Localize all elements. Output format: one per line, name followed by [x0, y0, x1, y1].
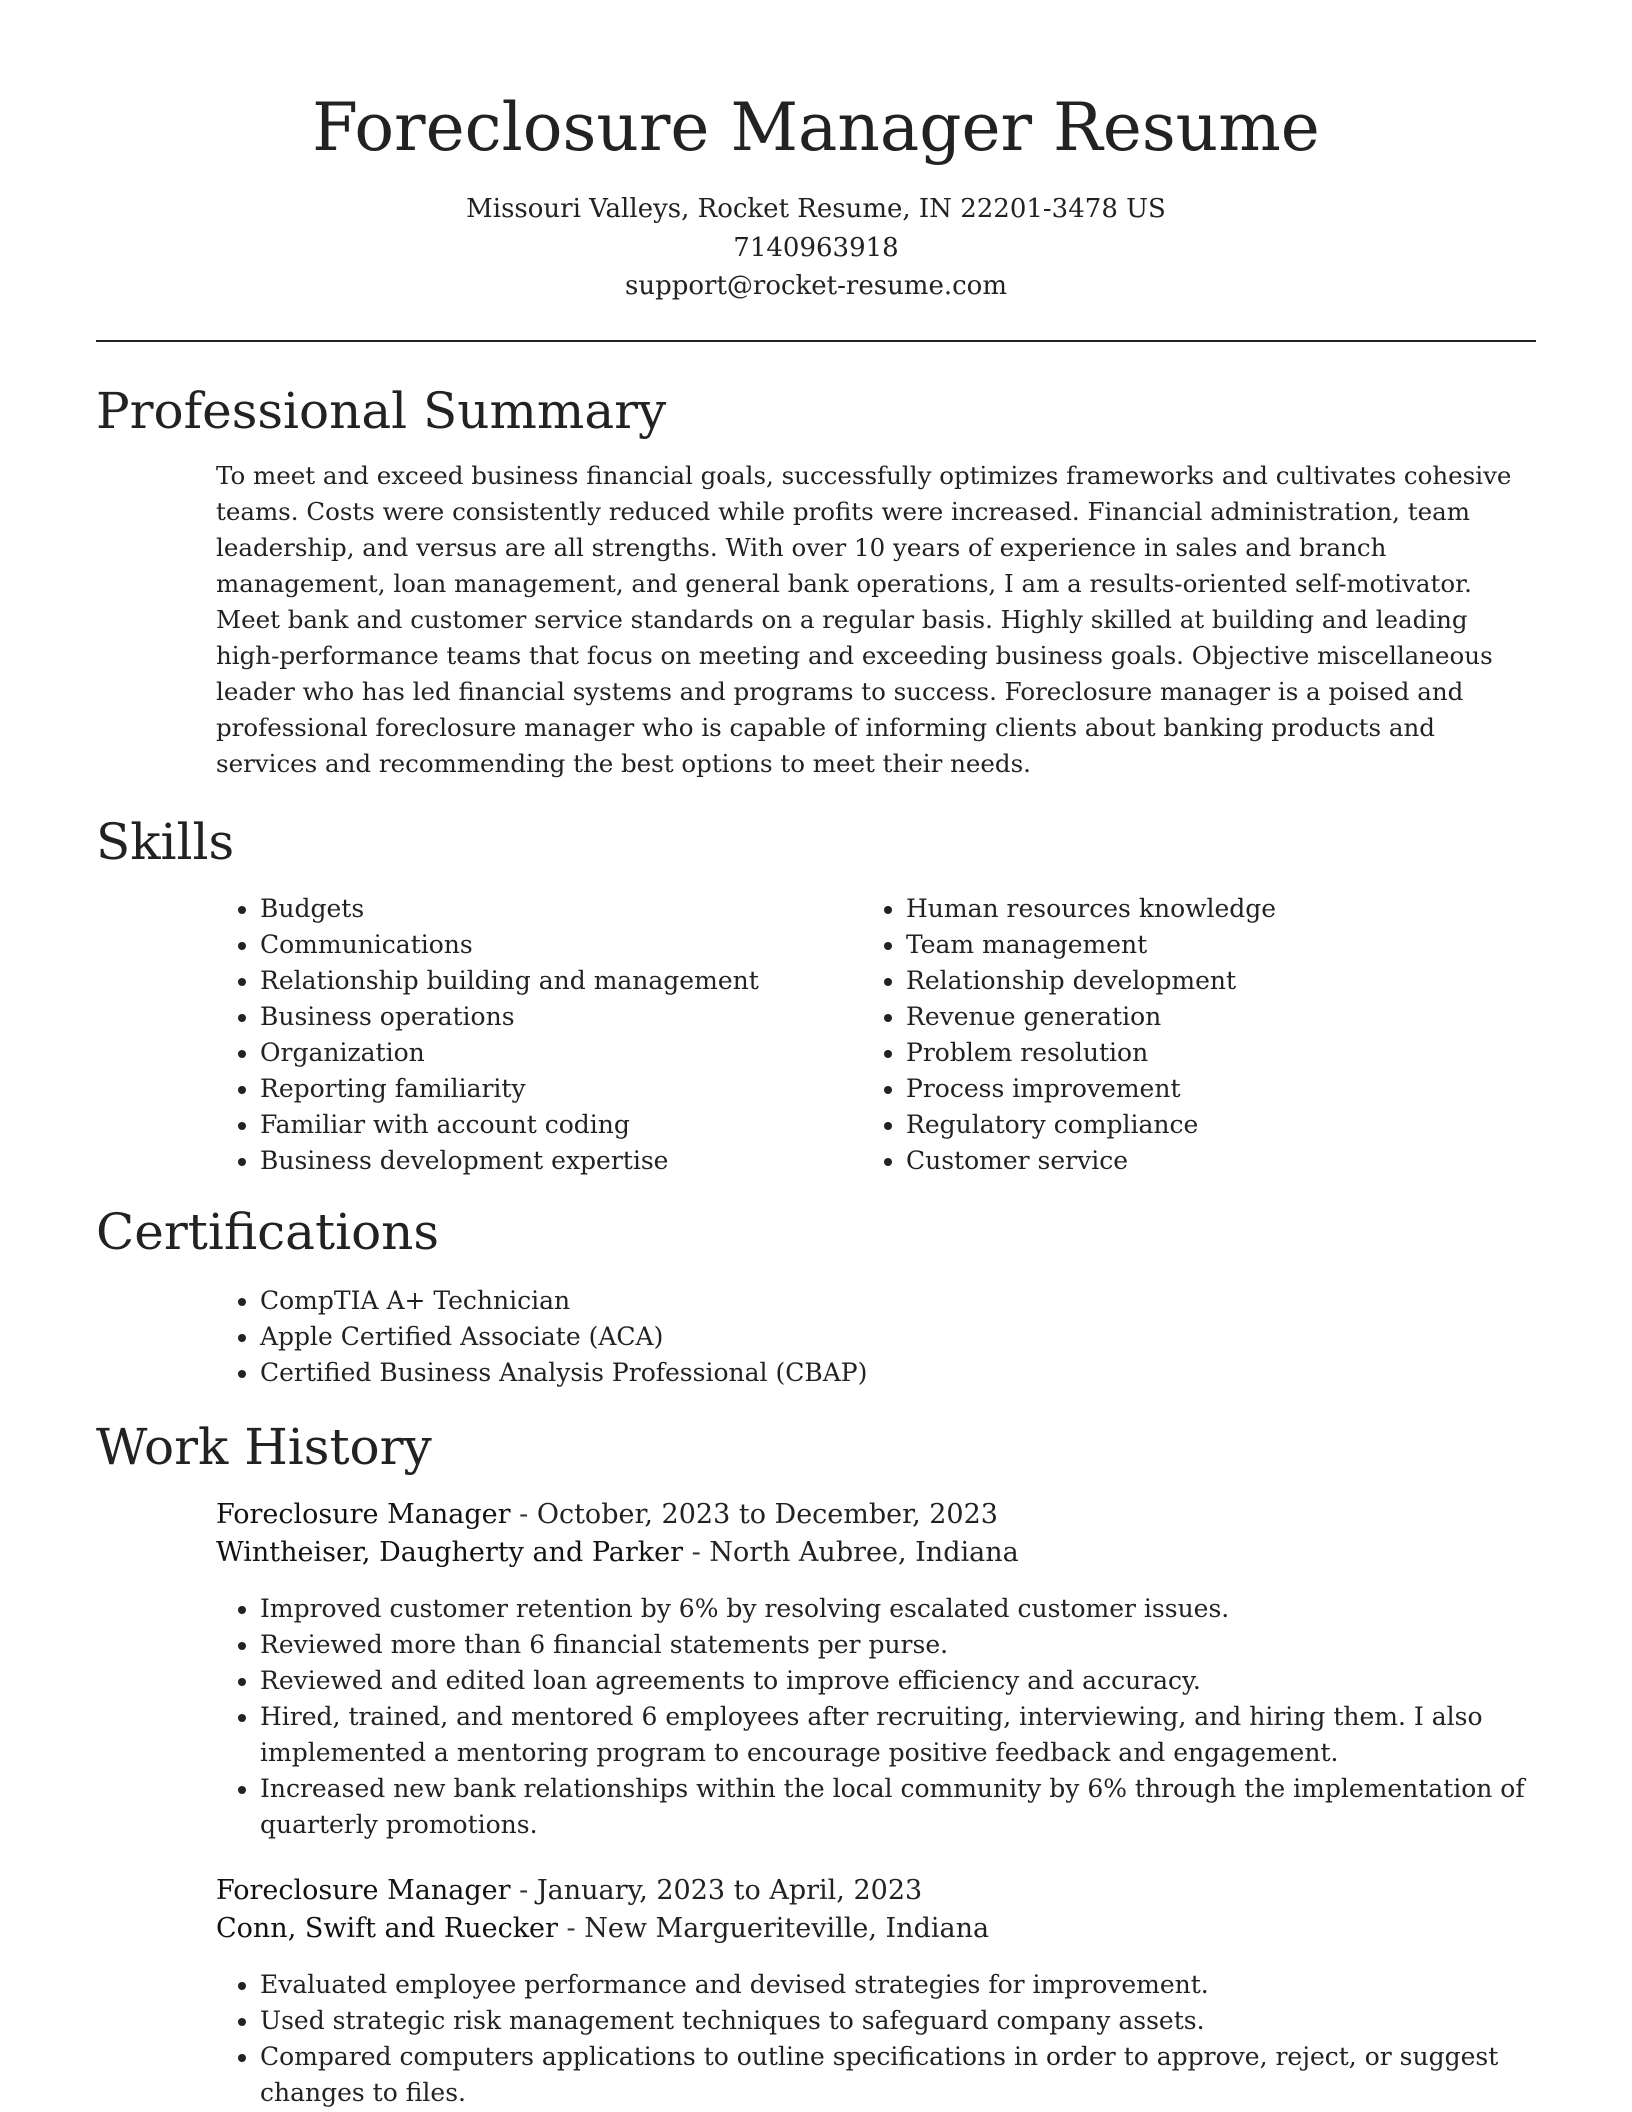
skill-item: • Team management: [906, 927, 1546, 963]
summary-heading: Professional Summary: [96, 382, 667, 440]
certification-item: • Certified Business Analysis Professional (CBAP): [260, 1355, 1560, 1391]
job-company-line: [216, 1534, 1019, 1572]
separator: -: [510, 1875, 537, 1906]
job-duty: • Improved customer retention by 6% by resolving escalated customer issues.: [260, 1591, 1560, 1627]
skill-item: • Familiar with account coding: [260, 1107, 850, 1143]
job-title-line: [216, 1872, 922, 1910]
summary-text: To meet and exceed business financial goals, successfully optimizes frameworks and cultivates cohesive teams. Costs were consistently reduced while profits were increased. Financial administration, team leadership, and versus are all strengths. With over 10 years of experience in sales and branch management, loan management, and general bank operations, I am a results-oriented self-motivator. Meet bank and customer service standards on a regular basis. Highly skilled at building and leading high-performance teams that focus on meeting and exceeding business goals. Objective miscellaneous leader who has led financial systems and programs to success. Foreclosure manager is a poised and professional foreclosure manager who is capable of informing clients about banking products and services and recommending the best options to meet their needs.: [216, 461, 1512, 778]
job-duty: • Hired, trained, and mentored 6 employees after recruiting, interviewing, and hiring them. I also implemented a mentoring program to encourage positive feedback and engagement.: [260, 1699, 1560, 1771]
resume-title: Foreclosure Manager Resume: [312, 89, 1320, 166]
skill-item: • Customer service: [906, 1143, 1546, 1179]
certifications-list: [216, 1283, 1560, 1391]
skills-heading: Skills: [96, 813, 235, 871]
contact-info: [0, 190, 1632, 306]
separator: -: [510, 1499, 537, 1530]
header-divider: [96, 340, 1536, 342]
skill-item: • Business development expertise: [260, 1143, 850, 1179]
skill-item: • Problem resolution: [906, 1035, 1546, 1071]
job-company: Wintheiser, Daugherty and Parker: [216, 1537, 684, 1568]
skill-item: • Regulatory compliance: [906, 1107, 1546, 1143]
contact-address: Missouri Valleys, Rocket Resume, IN 22201-3478 US: [466, 194, 1166, 224]
skill-item: • Revenue generation: [906, 999, 1546, 1035]
certifications-heading: Certifications: [96, 1203, 440, 1261]
contact-phone: 7140963918: [733, 232, 899, 263]
certification-item: • CompTIA A+ Technician: [260, 1283, 1560, 1319]
job-location: New Margueriteville, Indiana: [584, 1913, 990, 1944]
job-duty: • Compared computers applications to outline specifications in order to approve, reject, or suggest changes to files.: [260, 2039, 1560, 2111]
job-location: North Aubree, Indiana: [709, 1537, 1019, 1568]
skill-item: • Relationship development: [906, 963, 1546, 999]
job-duty: • Increased new bank relationships within the local community by 6% through the implementation of quarterly promotions.: [260, 1771, 1560, 1843]
job-title: Foreclosure Manager: [216, 1499, 511, 1530]
job-company: Conn, Swift and Ruecker: [216, 1913, 558, 1944]
skill-item: • Communications: [260, 927, 850, 963]
job-company-line: [216, 1910, 989, 1948]
skill-item: • Organization: [260, 1035, 850, 1071]
job-duty: • Evaluated employee performance and devised strategies for improvement.: [260, 1967, 1560, 2003]
skill-item: • Business operations: [260, 999, 850, 1035]
certification-item: • Apple Certified Associate (ACA): [260, 1319, 1560, 1355]
skill-item: • Budgets: [260, 891, 850, 927]
job-duties-list: [216, 1967, 1560, 2111]
contact-email: support@rocket-resume.com: [624, 271, 1007, 301]
skill-item: • Process improvement: [906, 1071, 1546, 1107]
job-title-line: [216, 1496, 998, 1534]
job-duty: • Reviewed and edited loan agreements to improve efficiency and accuracy.: [260, 1663, 1560, 1699]
job-dates: October, 2023 to December, 2023: [536, 1499, 998, 1530]
separator: -: [683, 1537, 710, 1568]
skill-item: • Reporting familiarity: [260, 1071, 850, 1107]
job-duty: • Reviewed more than 6 financial statements per purse.: [260, 1627, 1560, 1663]
skill-item: • Human resources knowledge: [906, 891, 1546, 927]
skills-list-left: [216, 891, 850, 1179]
job-title: Foreclosure Manager: [216, 1875, 511, 1906]
skill-item: • Relationship building and management: [260, 963, 850, 999]
separator: -: [557, 1913, 585, 1944]
job-dates: January, 2023 to April, 2023: [536, 1875, 923, 1906]
job-duties-list: [216, 1591, 1560, 1843]
job-duty: • Used strategic risk management techniques to safeguard company assets.: [260, 2003, 1560, 2039]
work-history-heading: Work History: [96, 1418, 432, 1476]
skills-list-right: [862, 891, 1546, 1179]
